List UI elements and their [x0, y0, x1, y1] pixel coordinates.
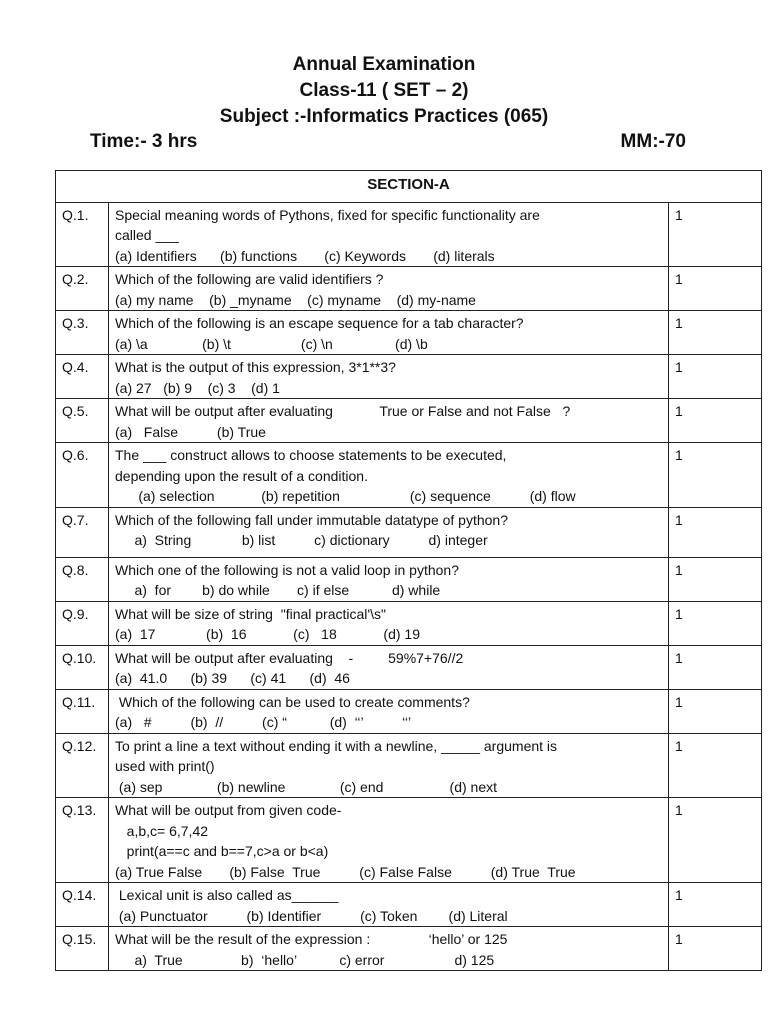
- exam-time: Time:- 3 hrs: [90, 131, 198, 152]
- question-stem-line: Which of the following is an escape sequence for a tab character?: [115, 315, 524, 331]
- exam-max-marks: MM:-70: [620, 131, 686, 152]
- section-title: SECTION-A: [56, 171, 762, 203]
- question-line: (a) sep (b) newline (c) end (d) next: [115, 778, 498, 795]
- question-number: Q.15.: [56, 927, 109, 971]
- question-marks: 1: [669, 645, 762, 689]
- question-line: print(a==c and b==7,c>a or b<a): [115, 843, 329, 859]
- question-row: [56, 733, 762, 798]
- question-marks: 1: [669, 399, 762, 443]
- question-line: a) True b) ‘hello’ c) error d) 125: [115, 951, 495, 968]
- question-row: [56, 883, 762, 927]
- question-row: [56, 311, 762, 355]
- question-line: (a) \a (b) \t (c) \n (d) \b: [115, 335, 428, 352]
- question-row: [56, 399, 762, 443]
- question-text: [109, 927, 669, 971]
- question-number: Q.13.: [56, 798, 109, 883]
- question-text: [109, 202, 669, 267]
- question-text: [109, 798, 669, 883]
- exam-subject: Subject :-Informatics Practices (065): [219, 106, 549, 127]
- question-number: Q.1.: [56, 202, 109, 267]
- question-stem-line: What will be the result of the expression : ‘hello’ or 125: [115, 931, 508, 947]
- question-stem-line: What will be output after evaluating True or False and not False ?: [115, 403, 571, 419]
- question-text: [109, 601, 669, 645]
- question-marks: 1: [669, 883, 762, 927]
- question-number: Q.12.: [56, 733, 109, 798]
- question-marks: 1: [669, 507, 762, 557]
- question-line: (a) Punctuator (b) Identifier (c) Token (d) Literal: [115, 907, 508, 924]
- question-line: (a) 41.0 (b) 39 (c) 41 (d) 46: [115, 670, 350, 686]
- question-text: [109, 311, 669, 355]
- exam-class: Class-11 ( SET – 2): [299, 80, 469, 101]
- question-number: Q.10.: [56, 645, 109, 689]
- question-list: [56, 202, 762, 971]
- exam-title: Annual Examination: [292, 54, 476, 75]
- section-header-row: [56, 171, 762, 203]
- question-number: Q.3.: [56, 311, 109, 355]
- question-text: [109, 267, 669, 311]
- question-row: [56, 267, 762, 311]
- question-marks: 1: [669, 733, 762, 798]
- question-marks: 1: [669, 798, 762, 883]
- question-line: a) String b) list c) dictionary d) integer: [115, 532, 488, 548]
- question-marks: 1: [669, 689, 762, 733]
- question-table: [55, 170, 762, 971]
- question-line: (a) selection (b) repetition (c) sequence (d) flow: [115, 488, 576, 504]
- question-number: Q.14.: [56, 883, 109, 927]
- question-line: called ___: [115, 227, 179, 243]
- question-line: a,b,c= 6,7,42: [115, 822, 209, 839]
- question-row: [56, 443, 762, 508]
- question-line: (a) my name (b) _myname (c) myname (d) my-name: [115, 291, 476, 308]
- question-row: [56, 507, 762, 557]
- question-text: [109, 645, 669, 689]
- question-stem-line: Special meaning words of Pythons, fixed for specific functionality are: [115, 206, 540, 223]
- question-row: [56, 202, 762, 267]
- question-stem-line: Which of the following are valid identifiers ?: [115, 271, 384, 287]
- question-number: Q.2.: [56, 267, 109, 311]
- question-row: [56, 927, 762, 971]
- question-number: Q.6.: [56, 443, 109, 508]
- question-row: [56, 601, 762, 645]
- question-line: (a) True False (b) False True (c) False False (d) True True: [115, 863, 576, 880]
- question-marks: 1: [669, 557, 762, 601]
- question-row: [56, 557, 762, 601]
- question-marks: 1: [669, 267, 762, 311]
- question-row: [56, 689, 762, 733]
- question-number: Q.5.: [56, 399, 109, 443]
- question-text: [109, 557, 669, 601]
- question-stem-line: Lexical unit is also called as______: [115, 887, 339, 903]
- question-line: (a) 27 (b) 9 (c) 3 (d) 1: [115, 379, 280, 396]
- question-marks: 1: [669, 443, 762, 508]
- question-text: [109, 883, 669, 927]
- question-row: [56, 645, 762, 689]
- question-number: Q.4.: [56, 355, 109, 399]
- question-number: Q.11.: [56, 689, 109, 733]
- question-stem-line: What will be output from given code-: [115, 802, 342, 818]
- exam-header: [0, 52, 768, 130]
- question-row: [56, 355, 762, 399]
- question-text: [109, 689, 669, 733]
- question-line: depending upon the result of a condition.: [115, 467, 368, 484]
- question-line: a) for b) do while c) if else d) while: [115, 582, 441, 598]
- question-number: Q.8.: [56, 557, 109, 601]
- question-line: used with print(): [115, 758, 215, 774]
- question-line: (a) # (b) // (c) “ (d) ‘‘’ ‘‘’: [115, 714, 412, 730]
- question-stem-line: Which of the following fall under immutable datatype of python?: [115, 511, 509, 528]
- question-marks: 1: [669, 311, 762, 355]
- exam-meta: [90, 131, 686, 159]
- question-row: [56, 798, 762, 883]
- question-stem-line: The ___ construct allows to choose statements to be executed,: [115, 447, 507, 463]
- question-number: Q.9.: [56, 601, 109, 645]
- question-stem-line: What is the output of this expression, 3*1**3?: [115, 359, 396, 375]
- question-text: [109, 355, 669, 399]
- question-number: Q.7.: [56, 507, 109, 557]
- question-marks: 1: [669, 601, 762, 645]
- question-stem-line: To print a line a text without ending it with a newline, _____ argument is: [115, 737, 558, 754]
- question-marks: 1: [669, 355, 762, 399]
- question-marks: 1: [669, 927, 762, 971]
- question-marks: 1: [669, 202, 762, 267]
- question-line: (a) 17 (b) 16 (c) 18 (d) 19: [115, 626, 420, 642]
- question-stem-line: Which of the following can be used to create comments?: [115, 693, 470, 710]
- question-stem-line: What will be size of string "final practical'\s": [115, 605, 386, 622]
- question-stem-line: What will be output after evaluating - 59%7+76//2: [115, 649, 464, 666]
- question-text: [109, 733, 669, 798]
- question-text: [109, 507, 669, 557]
- question-line: (a) Identifiers (b) functions (c) Keywords (d) literals: [115, 247, 495, 264]
- question-stem-line: Which one of the following is not a valid loop in python?: [115, 561, 459, 578]
- question-line: (a) False (b) True: [115, 423, 266, 440]
- question-text: [109, 399, 669, 443]
- question-text: [109, 443, 669, 508]
